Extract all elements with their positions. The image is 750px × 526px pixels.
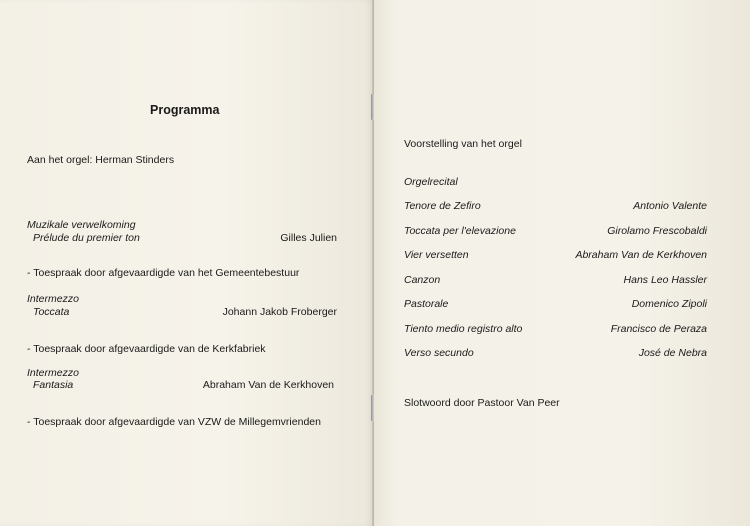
- piece-title: Tenore de Zefiro: [404, 200, 481, 212]
- entry-piece: Fantasia: [33, 379, 74, 391]
- speech-line: - Toespraak door afgevaardigde van VZW de Millegemvrienden: [27, 416, 321, 428]
- speech-line: - Toespraak door afgevaardigde van het Gemeentebestuur: [27, 267, 300, 279]
- piece-title: Canzon: [404, 274, 441, 286]
- piece-title: Pastorale: [404, 298, 449, 310]
- piece-composer: Francisco de Peraza: [610, 323, 707, 335]
- right-page: [374, 0, 750, 526]
- entry-composer: Johann Jakob Froberger: [222, 306, 337, 318]
- left-page: [0, 0, 374, 526]
- piece-composer: José de Nebra: [638, 347, 707, 359]
- recital-heading: Orgelrecital: [404, 176, 458, 188]
- intro-line: Voorstelling van het orgel: [404, 138, 522, 150]
- piece-title: Verso secundo: [404, 347, 474, 359]
- page-title: Programma: [150, 103, 220, 117]
- entry-composer: Gilles Julien: [280, 232, 337, 244]
- entry-heading: Muzikale verwelkoming: [27, 219, 136, 231]
- piece-composer: Domenico Zipoli: [631, 298, 707, 310]
- entry-heading: Intermezzo: [27, 293, 79, 305]
- piece-composer: Girolamo Frescobaldi: [607, 225, 707, 237]
- entry-composer: Abraham Van de Kerkhoven: [202, 379, 334, 391]
- entry-piece: Prélude du premier ton: [33, 232, 140, 244]
- piece-composer: Antonio Valente: [633, 200, 707, 212]
- organist-line: Aan het orgel: Herman Stinders: [27, 154, 175, 166]
- piece-title: Tiento medio registro alto: [404, 323, 523, 335]
- piece-title: Vier versetten: [404, 249, 469, 261]
- piece-title: Toccata per l'elevazione: [404, 225, 516, 237]
- closing-line: Slotwoord door Pastoor Van Peer: [404, 397, 560, 409]
- speech-line: - Toespraak door afgevaardigde van de Kerkfabriek: [27, 343, 266, 355]
- entry-heading: Intermezzo: [27, 367, 79, 379]
- entry-piece: Toccata: [33, 306, 70, 318]
- piece-composer: Abraham Van de Kerkhoven: [575, 249, 707, 261]
- piece-composer: Hans Leo Hassler: [623, 274, 707, 286]
